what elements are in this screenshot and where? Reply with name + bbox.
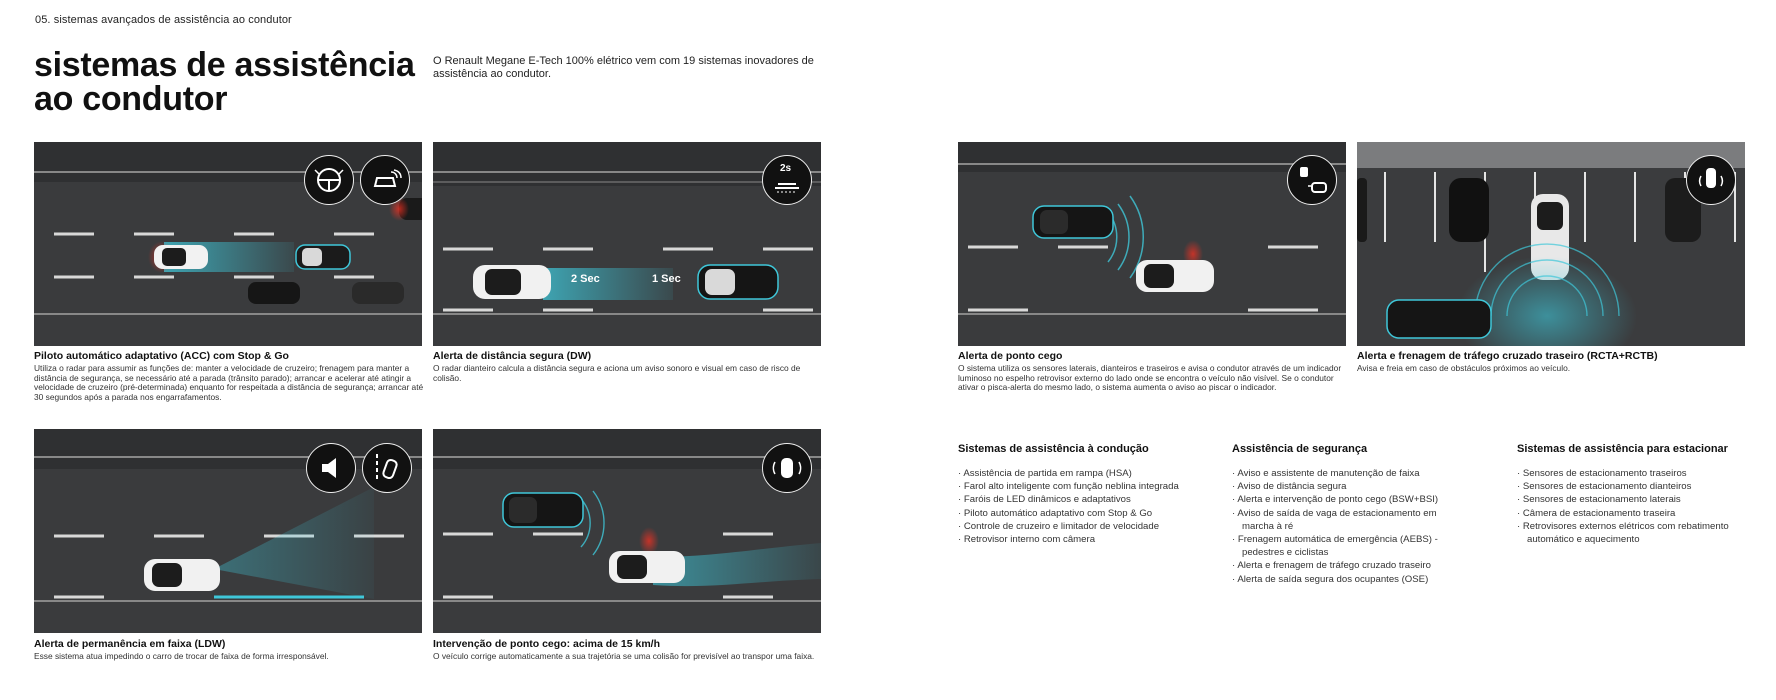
feature-caption-rcta — [1357, 350, 1749, 374]
list-item: · Sensores de estacionamento laterais — [1517, 493, 1737, 506]
page-title-line2: ao condutor — [34, 80, 228, 118]
feature-caption-ldw — [34, 638, 426, 662]
stop-go-icon — [360, 155, 410, 205]
rear-cross-traffic-icon — [1686, 155, 1736, 205]
list-item: · Retrovisor interno com câmera — [958, 533, 1228, 546]
list-heading: Assistência de segurança — [1232, 443, 1368, 455]
speaker-icon — [306, 443, 356, 493]
list-safety-assistance — [1232, 443, 1462, 586]
feature-title: Alerta de permanência em faixa (LDW) — [34, 638, 226, 650]
distance-icon-text: 2s — [780, 163, 792, 174]
feature-title: Piloto automático adaptativo (ACC) com Stop & Go — [34, 350, 289, 362]
distance-2s-icon — [762, 155, 812, 205]
list-heading: Sistemas de assistência para estacionar — [1517, 443, 1728, 455]
acc-steering-icon — [304, 155, 354, 205]
list-item: · Alerta e frenagem de tráfego cruzado traseiro — [1232, 559, 1462, 572]
feature-description: Esse sistema atua impedindo o carro de trocar de faixa de forma irresponsável. — [34, 651, 329, 661]
feature-caption-dw — [433, 350, 825, 383]
distance-label-1sec: 1 Sec — [652, 273, 681, 285]
list-item: · Alerta e intervenção de ponto cego (BSW+BSI) — [1232, 493, 1462, 506]
feature-title: Alerta de ponto cego — [958, 350, 1063, 362]
feature-caption-bsi — [433, 638, 825, 662]
list-item: · Aviso de saída de vaga de estacionamento em marcha à ré — [1232, 507, 1462, 533]
feature-caption-blind-spot — [958, 350, 1350, 393]
list-parking-assistance — [1517, 443, 1737, 546]
list-item: · Aviso de distância segura — [1232, 480, 1462, 493]
list-item: · Alerta de saída segura dos ocupantes (OSE) — [1232, 573, 1462, 586]
blind-spot-icon — [1287, 155, 1337, 205]
intro-text: O Renault Megane E-Tech 100% elétrico vem com 19 sistemas inovadores de assistência ao condutor. — [433, 55, 814, 80]
list-item: · Aviso e assistente de manutenção de faixa — [1232, 467, 1462, 480]
list-item: · Câmera de estacionamento traseira — [1517, 507, 1737, 520]
page-title — [34, 48, 454, 116]
feature-description: O radar dianteiro calcula a distância segura e aciona um aviso sonoro e visual em caso de risco de colisão. — [433, 363, 801, 383]
list-item: · Piloto automático adaptativo com Stop & Go — [958, 507, 1228, 520]
list-item: · Faróis de LED dinâmicos e adaptativos — [958, 493, 1228, 506]
feature-title: Alerta de distância segura (DW) — [433, 350, 592, 362]
distance-label-2sec: 2 Sec — [571, 273, 600, 285]
breadcrumb: 05. sistemas avançados de assistência ao condutor — [35, 14, 292, 26]
lane-departure-icon — [362, 443, 412, 493]
list-item: · Sensores de estacionamento traseiros — [1517, 467, 1737, 480]
feature-title: Alerta e frenagem de tráfego cruzado traseiro (RCTA+RCTB) — [1357, 350, 1658, 362]
list-item: · Retrovisores externos elétricos com rebatimento automático e aquecimento — [1517, 520, 1737, 546]
feature-description: O veículo corrige automaticamente a sua trajetória se uma colisão for previsível ao transpor uma faixa. — [433, 651, 815, 661]
list-item: · Sensores de estacionamento dianteiros — [1517, 480, 1737, 493]
list-item: · Controle de cruzeiro e limitador de velocidade — [958, 520, 1228, 533]
feature-description: O sistema utiliza os sensores laterais, dianteiros e traseiros e avisa o condutor através de um indicador luminoso no espelho retrovisor externo do lado onde se encontra o veículo não visível. Se o condutor ativar o pisca-alerta do mesmo lado, o sistema aumenta o aviso ao piscar o indicador. — [958, 363, 1342, 393]
list-item: · Assistência de partida em rampa (HSA) — [958, 467, 1228, 480]
list-item: · Farol alto inteligente com função neblina integrada — [958, 480, 1228, 493]
feature-title: Intervenção de ponto cego: acima de 15 km/h — [433, 638, 660, 650]
page-title-line1: sistemas de assistência — [34, 46, 415, 84]
list-heading: Sistemas de assistência à condução — [958, 443, 1149, 455]
list-driving-assistance — [958, 443, 1228, 546]
feature-description: Utiliza o radar para assumir as funções de: manter a velocidade de cruzeiro; frenagem para manter a distância de segurança, se necessário até a parada (trânsito parado); arrancar e acelerar até atingir a velocidade de cruzeiro (pré-determinada) enquanto for respeitada a distância de segurança; arrancar até 30 segundos após a parada nos engarrafamentos. — [34, 363, 424, 402]
blind-spot-intervention-icon — [762, 443, 812, 493]
feature-description: Avisa e freia em caso de obstáculos próximos ao veículo. — [1357, 363, 1571, 373]
list-item: · Frenagem automática de emergência (AEBS) - pedestres e ciclistas — [1232, 533, 1462, 559]
feature-caption-acc — [34, 350, 426, 402]
